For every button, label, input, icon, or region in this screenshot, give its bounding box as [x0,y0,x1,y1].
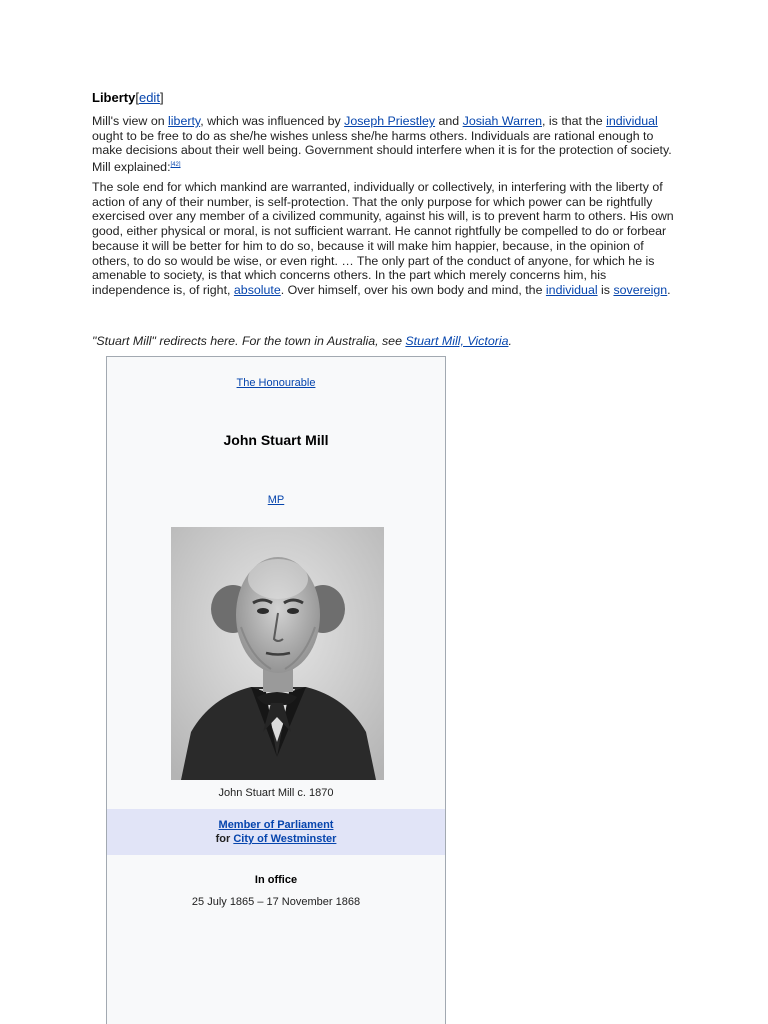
individual-link[interactable]: individual [606,114,658,128]
stuart-mill-victoria-link[interactable]: Stuart Mill, Victoria [405,334,509,348]
reference-link[interactable]: [42] [170,162,181,169]
mp-link[interactable]: MP [267,494,285,506]
portrait-image[interactable] [171,527,384,780]
sovereign-link[interactable]: sovereign [613,282,668,297]
portrait-caption: John Stuart Mill c. 1870 [218,787,334,799]
honorific-prefix [107,377,445,389]
the-honourable-link[interactable]: The Honourable [236,377,316,389]
liberty-link[interactable]: liberty [168,114,201,128]
josiah-warren-link[interactable]: Josiah Warren [462,114,543,128]
section-title: Liberty [92,90,136,105]
edit-section-link[interactable]: edit [138,90,160,105]
absolute-link[interactable]: absolute [233,282,281,297]
in-office-dates: 25 July 1865 – 17 November 1868 [191,896,361,908]
in-office-label: In office [254,874,298,886]
member-of-parliament-link[interactable]: Member of Parliament [218,819,334,831]
joseph-priestley-link[interactable]: Joseph Priestley [344,114,436,128]
office-header [107,809,445,855]
individual-link-2[interactable]: individual [545,282,598,297]
office-for-label: for [215,833,234,845]
infobox [106,356,446,1024]
hatnote: "Stuart Mill" redirects here. For the town in Australia, see Stuart Mill, Victoria. [92,334,512,348]
honorific-suffix [107,494,445,506]
city-of-westminster-link[interactable]: City of Westminster [233,833,337,845]
infobox-name: John Stuart Mill [223,432,329,448]
section-heading: Liberty[edit] [92,90,164,105]
paragraph-quote: The sole end for which mankind are warranted, individually or collectively, in interfering with the liberty of action of any of their number, is self-protection. That the only purpose for which power can be rightfully exercised over any member of a civilized community, against his will, is to prevent harm to others. His own good, either physical or moral, is not sufficient warrant. He cannot rightfully be compelled to do or forbear because it will be better for him to do so, because it will make him happier, because, in the opinion of others, to do so would be wise, or even right. … The only part of the conduct of anyone, for which he is amenable to society, is that which concerns others. In the part which merely concerns him, his independence is, of right, absolute. Over himself, over his own body and mind, the individual is sovereign. [92,180,674,297]
paragraph-intro: Mill's view on liberty, which was influenced by Joseph Priestley and Josiah Warren, is that the individual ought to be free to do as she/he wishes unless she/he harms others. Individuals are rational enough to make decisions about their well being. Government should interfere when it is for the protection of society. Mill explained:[42] [92,114,672,175]
